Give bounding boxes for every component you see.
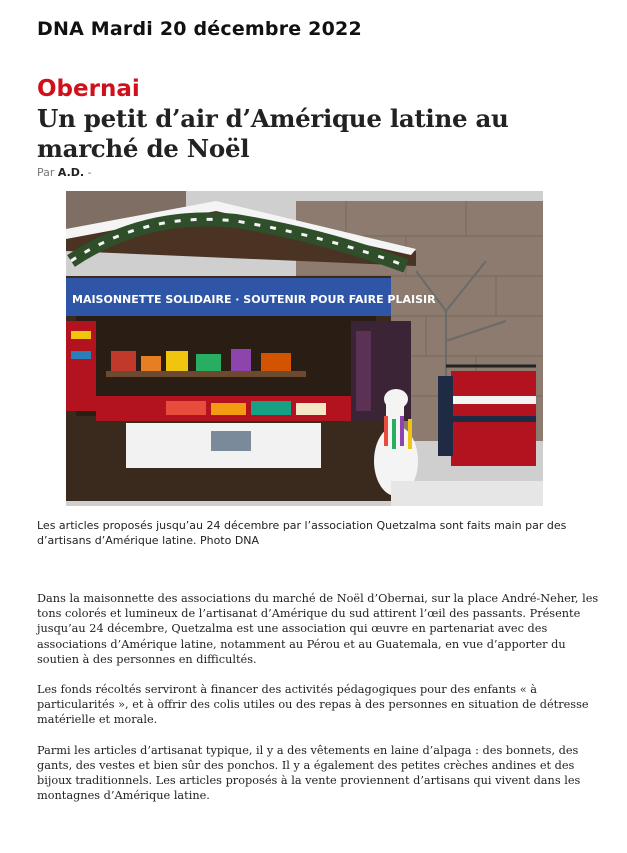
stall-sign-text: MAISONNETTE SOLIDAIRE · SOUTENIR POUR FAIRE PLAISIR xyxy=(72,293,436,306)
byline xyxy=(37,166,92,179)
paragraph: Parmi les articles d’artisanat typique, il y a des vêtements en laine d’alpaga : des bonnets, des gants, des vestes et bien sûr des ponchos. Il y a également des petites crèches andines et des bijoux traditionnels. Les articles proposés à la vente proviennent d’artisans qui vivent dans les montagnes d’Amérique latine. xyxy=(37,743,581,803)
byline-author: A.D. xyxy=(57,166,85,179)
market-stall-illustration xyxy=(66,191,543,506)
location-kicker: Obernai xyxy=(37,76,140,102)
photo-caption: Les articles proposés jusqu’au 24 décembre par l’association Quetzalma sont faits main par des d’artisans d’Amérique latine. Photo DNA xyxy=(37,519,567,547)
paragraph: Les fonds récoltés serviront à financer des activités pédagogiques pour des enfants « à particularités », et à offrir des colis utiles ou des repas à des personnes en situation de détresse matérielle et morale. xyxy=(37,683,589,727)
article-photo xyxy=(66,191,543,506)
article-body xyxy=(37,591,602,818)
article-headline: Un petit d’air d’Amérique latine au marché de Noël xyxy=(37,104,509,163)
publication-date-header: DNA Mardi 20 décembre 2022 xyxy=(37,18,362,40)
paragraph: Dans la maisonnette des associations du marché de Noël d’Obernai, sur la place André-Neher, les tons colorés et lumineux de l’artisanat d’Amérique du sud attirent l’œil des passants. Présente jusqu’au 24 décembre, Quetzalma est une association qui œuvre en partenariat avec des associations d’Amérique latine, notamment au Pérou et au Guatemala, en vue d’apporter du soutien à des personnes en difficultés. xyxy=(37,592,599,666)
byline-suffix: - xyxy=(87,166,92,179)
byline-prefix: Par xyxy=(37,166,55,179)
